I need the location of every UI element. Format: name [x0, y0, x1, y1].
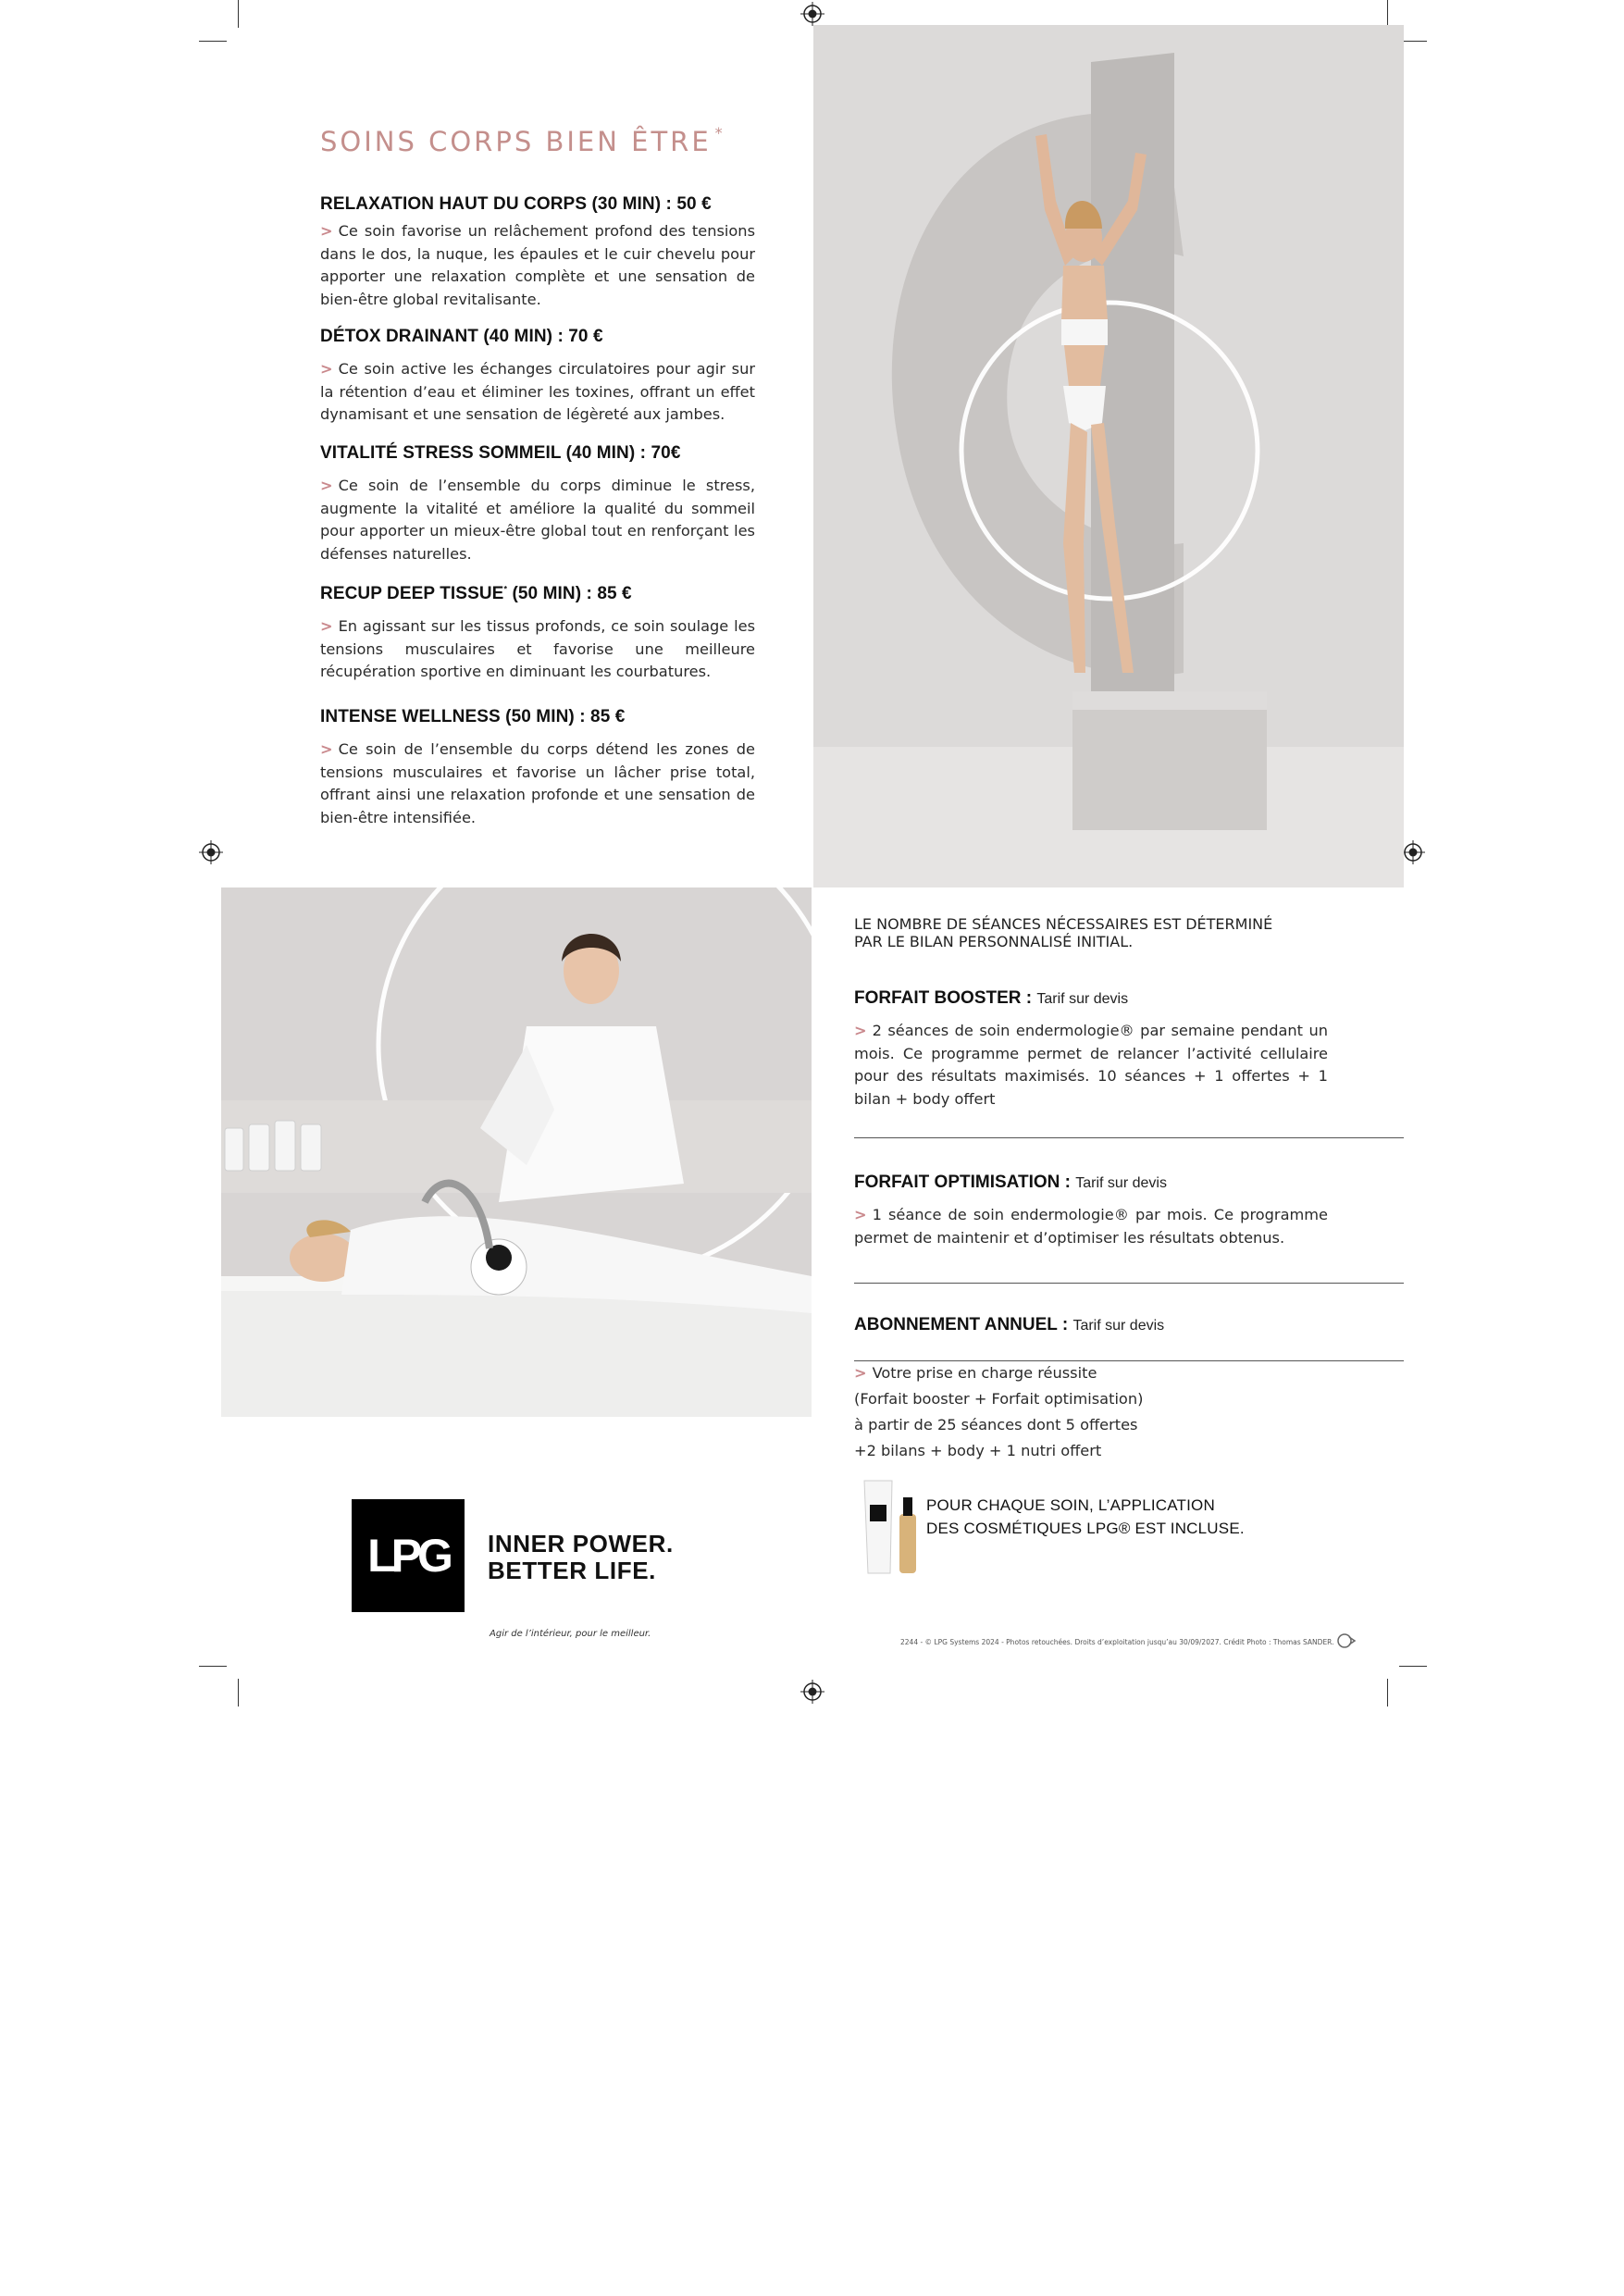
service-description: > En agissant sur les tissus profonds, ce soin soulage les tensions musculaires et favorise une meilleure récupération sportive en diminuant les courbatures. [320, 617, 755, 680]
cosmetics-products-image [859, 1477, 920, 1579]
service-relaxation [320, 194, 755, 311]
crop-mark [1387, 0, 1388, 28]
crop-mark [199, 1666, 227, 1667]
service-wellness [320, 707, 755, 829]
arrow-icon: > [320, 740, 333, 758]
registration-mark-icon [199, 840, 223, 864]
service-title: VITALITÉ STRESS SOMMEIL (40 MIN) : 70€ [320, 443, 681, 463]
service-description: > Ce soin favorise un relâchement profond des tensions dans le dos, la nuque, les épaules et le cuir chevelu pour apporter une relaxation complète et une sensation de bien-être global revitalisante. [320, 222, 755, 308]
forfait-description: > 1 séance de soin endermologie® par mois. Ce programme permet de maintenir et d’optimiser les résultats obtenus. [854, 1206, 1328, 1247]
arrow-icon: > [320, 477, 333, 494]
abonnement-details: > Votre prise en charge réussite (Forfait booster + Forfait optimisation) à partir de 25 séances dont 5 offertes +2 bilans + body + 1 nutri offert [854, 1364, 1144, 1459]
registration-mark-icon [800, 1680, 824, 1704]
registration-mark-icon [800, 2, 824, 26]
page-title: SOINS CORPS BIEN ÊTRE * [320, 124, 725, 157]
arrow-icon: > [854, 1022, 867, 1039]
arrow-icon: > [320, 360, 333, 378]
service-title: RELAXATION HAUT DU CORPS (30 MIN) : 50 € [320, 194, 712, 214]
forfait-description: > 2 séances de soin endermologie® par semaine pendant un mois. Ce programme permet de relancer l’activité cellulaire pour des résultats maximisés. 10 séances + 1 offertes + 1 bilan + body offert [854, 1022, 1328, 1108]
arrow-icon: > [320, 617, 333, 635]
forfait-booster [854, 988, 1328, 1111]
intro-text: LE NOMBRE DE SÉANCES NÉCESSAIRES EST DÉTERMINÉ PAR LE BILAN PERSONNALISÉ INITIAL. [854, 915, 1273, 950]
registration-mark-icon [1401, 840, 1425, 864]
crop-mark [199, 41, 227, 42]
recycle-icon [1336, 1632, 1357, 1649]
service-description: > Ce soin de l’ensemble du corps diminue le stress, augmente la vitalité et améliore la qualité du sommeil pour apporter un mieux-être global tout en renforçant les défenses naturelles. [320, 477, 755, 563]
service-description: > Ce soin de l’ensemble du corps détend les zones de tensions musculaires et favorise un lâcher prise total, offrant ainsi une relaxation profonde et une sensation de bien-être intensifiée. [320, 740, 755, 826]
service-title: DÉTOX DRAINANT (40 MIN) : 70 € [320, 327, 603, 346]
treatment-photo [221, 887, 812, 1417]
forfait-title: ABONNEMENT ANNUEL : Tarif sur devis [854, 1315, 1165, 1334]
abonnement-annuel [854, 1315, 1328, 1335]
arrow-icon: > [854, 1364, 867, 1382]
arrow-icon: > [320, 222, 333, 240]
service-detox [320, 327, 755, 427]
cosmetics-notice: POUR CHAQUE SOIN, L’APPLICATION DES COSMÉTIQUES LPG® EST INCLUSE. [926, 1496, 1245, 1537]
brand-tagline: Agir de l’intérieur, pour le meilleur. [490, 1629, 651, 1639]
service-title: RECUP DEEP TISSUE* (50 MIN) : 85 € [320, 584, 632, 603]
divider [854, 1283, 1404, 1284]
crop-mark [1399, 1666, 1427, 1667]
crop-mark [238, 0, 239, 28]
service-recup [320, 584, 755, 684]
lpg-logo: LPG [352, 1499, 465, 1612]
divider [854, 1137, 1404, 1138]
crop-mark [238, 1679, 239, 1706]
service-description: > Ce soin active les échanges circulatoires pour agir sur la rétention d’eau et éliminer les toxines, offrant un effet dynamisant et une sensation de légèreté aux jambes. [320, 360, 755, 423]
forfait-optimisation [854, 1173, 1328, 1249]
service-vitalite [320, 443, 755, 565]
brand-slogan: INNER POWER. BETTER LIFE. [488, 1530, 674, 1584]
crop-mark [1387, 1679, 1388, 1706]
legal-notice: 2244 - © LPG Systems 2024 - Photos retouchées. Droits d’exploitation jusqu’au 30/09/2027. Crédit Photo : Thomas SANDER. [900, 1638, 1334, 1646]
forfait-title: FORFAIT BOOSTER : Tarif sur devis [854, 988, 1129, 1008]
forfait-title: FORFAIT OPTIMISATION : Tarif sur devis [854, 1173, 1167, 1192]
arrow-icon: > [854, 1206, 867, 1223]
model-photo [813, 25, 1404, 887]
service-title: INTENSE WELLNESS (50 MIN) : 85 € [320, 707, 626, 726]
